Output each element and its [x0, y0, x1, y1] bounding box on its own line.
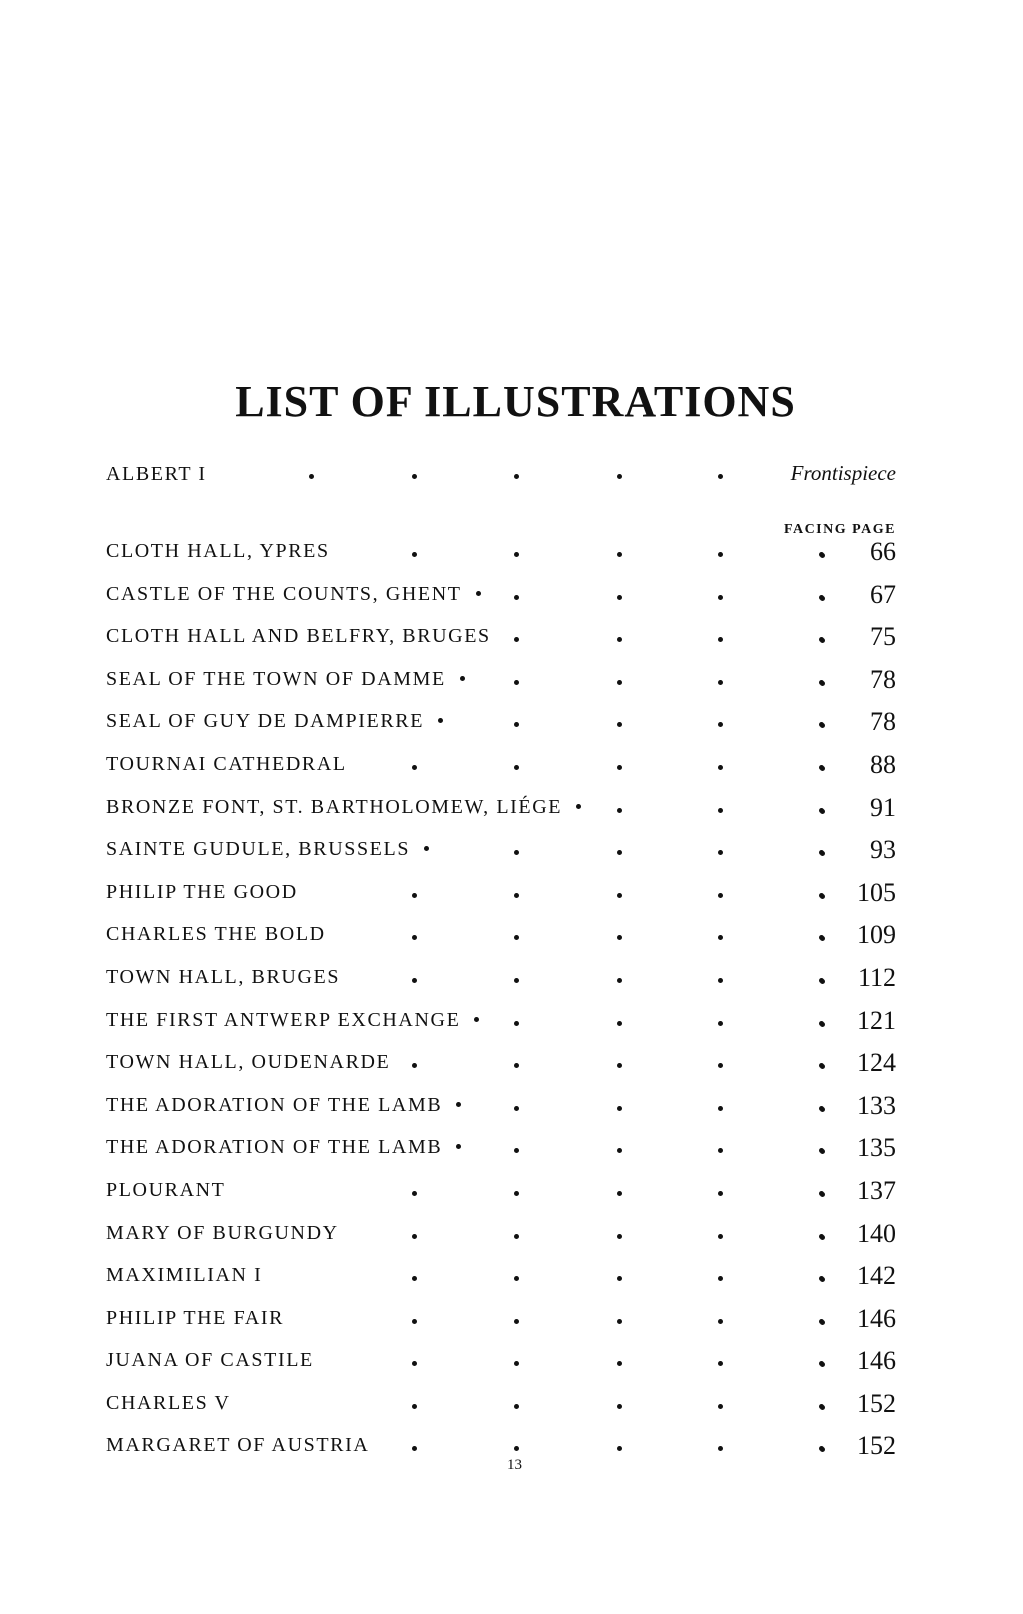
leader-dot — [718, 474, 723, 479]
entry-title: TOURNAI CATHEDRAL — [106, 752, 347, 775]
list-item — [106, 664, 896, 711]
page-title: LIST OF ILLUSTRATIONS — [235, 377, 796, 426]
entry-page: 133 — [857, 1090, 896, 1120]
leader-dot — [718, 1021, 723, 1026]
entry-page: 112 — [857, 962, 896, 992]
entry-page: 105 — [857, 877, 896, 907]
leader-dot — [718, 808, 723, 813]
leader-dot — [412, 474, 417, 479]
entry-title: TOWN HALL, BRUGES — [106, 965, 341, 988]
leader-dot — [820, 766, 825, 771]
list-item — [106, 537, 896, 583]
leader-dot — [514, 1404, 519, 1409]
page-number: 13 — [507, 1457, 522, 1473]
leader-dot — [820, 851, 825, 856]
entry-page: 78 — [870, 664, 896, 694]
list-item — [106, 1133, 896, 1179]
leader-dot — [820, 723, 825, 728]
entry-title: CASTLE OF THE COUNTS, GHENT — [106, 582, 462, 605]
leader-dot — [718, 1404, 723, 1409]
list-item — [106, 835, 896, 881]
leader-dot — [617, 1191, 622, 1196]
leader-dot — [514, 595, 519, 600]
leader-dot — [617, 1106, 622, 1111]
leader-dot — [412, 1404, 417, 1409]
leader-dot — [514, 1446, 519, 1451]
leader-dot — [820, 1405, 825, 1410]
leader-dot — [820, 1235, 825, 1240]
leader-dot — [820, 979, 825, 984]
leader-dot — [718, 1319, 723, 1324]
leader-dot — [474, 1017, 479, 1022]
leader-dot — [412, 1234, 417, 1239]
leader-dot — [514, 935, 519, 940]
leader-dot — [718, 1106, 723, 1111]
leader-dot — [514, 1361, 519, 1366]
leader-dot — [412, 552, 417, 557]
illustrations-list — [106, 537, 896, 1477]
leader-dot — [718, 850, 723, 855]
entry-title: SEAL OF THE TOWN OF DAMME — [106, 667, 446, 690]
leader-dot — [476, 591, 481, 596]
leader-dot — [412, 1446, 417, 1451]
leader-dot — [718, 1276, 723, 1281]
leader-dot — [412, 1063, 417, 1068]
leader-dot — [514, 850, 519, 855]
list-item — [106, 1388, 896, 1435]
leader-dot — [820, 936, 825, 941]
leader-dot — [718, 552, 723, 557]
leader-dot — [820, 1107, 825, 1112]
leader-dot — [514, 893, 519, 898]
leader-dot — [820, 681, 825, 686]
leader-dot — [412, 893, 417, 898]
leader-dot — [514, 978, 519, 983]
entry-title: SEAL OF GUY DE DAMPIERRE — [106, 710, 425, 733]
leader-dot — [820, 1192, 825, 1197]
leader-dot — [412, 935, 417, 940]
list-item — [106, 962, 896, 1009]
leader-dot — [718, 978, 723, 983]
list-item — [106, 877, 896, 924]
list-item — [106, 622, 896, 668]
list-item — [106, 1048, 896, 1094]
leader-dot — [617, 935, 622, 940]
entry-title: SAINTE GUDULE, BRUSSELS — [106, 838, 411, 861]
entry-page: 66 — [870, 537, 896, 566]
leader-dot — [514, 1106, 519, 1111]
leader-dot — [617, 474, 622, 479]
frontispiece-label: Frontispiece — [790, 461, 896, 485]
leader-dot — [617, 722, 622, 727]
leader-dot — [617, 1361, 622, 1366]
list-item — [106, 707, 896, 753]
leader-dot — [820, 809, 825, 814]
entry-title: CHARLES THE BOLD — [106, 923, 326, 946]
leader-dot — [514, 1234, 519, 1239]
entry-page: 88 — [870, 749, 896, 779]
leader-dot — [718, 1191, 723, 1196]
entry-page: 142 — [857, 1261, 896, 1291]
leader-dot — [514, 1191, 519, 1196]
entry-title: MAXIMILIAN I — [106, 1264, 263, 1287]
leader-dot — [617, 637, 622, 642]
entry-page: 109 — [857, 920, 896, 950]
entry-title: MARGARET OF AUSTRIA — [106, 1434, 370, 1457]
leader-dot — [514, 637, 519, 642]
entry-page: 135 — [857, 1133, 896, 1163]
list-item — [106, 920, 896, 966]
entry-page: 146 — [857, 1346, 896, 1376]
leader-dot — [309, 474, 314, 479]
leader-dot — [820, 596, 825, 601]
leader-dot — [617, 850, 622, 855]
list-item — [106, 1175, 896, 1222]
entry-title: MARY OF BURGUNDY — [106, 1221, 339, 1244]
leader-dot — [820, 894, 825, 899]
frontispiece-title: ALBERT I — [106, 463, 207, 485]
leader-dot — [514, 722, 519, 727]
entry-page: 78 — [870, 707, 896, 737]
leader-dot — [576, 804, 581, 809]
list-item — [106, 1303, 896, 1350]
list-item — [106, 579, 896, 626]
leader-dot — [456, 1102, 461, 1107]
list-item — [106, 749, 896, 796]
leader-dot — [820, 1064, 825, 1069]
list-item — [106, 1090, 896, 1137]
leader-dot — [820, 1277, 825, 1282]
leader-dot — [718, 637, 723, 642]
leader-dot — [438, 718, 443, 723]
entry-title: THE FIRST ANTWERP EXCHANGE — [106, 1008, 461, 1031]
leader-dot — [617, 1276, 622, 1281]
entry-title: THE ADORATION OF THE LAMB — [106, 1093, 443, 1116]
leader-dot — [412, 1191, 417, 1196]
entry-page: 75 — [870, 622, 896, 652]
entry-page: 67 — [870, 579, 896, 609]
leader-dot — [718, 680, 723, 685]
leader-dot — [820, 1022, 825, 1027]
entry-title: PHILIP THE GOOD — [106, 880, 298, 903]
facing-page-header: FACING PAGE — [783, 522, 896, 537]
entry-title: THE ADORATION OF THE LAMB — [106, 1136, 443, 1159]
entry-title: CHARLES V — [106, 1391, 231, 1414]
leader-dot — [617, 893, 622, 898]
leader-dot — [514, 1021, 519, 1026]
leader-dot — [617, 765, 622, 770]
entry-page: 124 — [857, 1048, 896, 1078]
leader-dot — [617, 1063, 622, 1068]
leader-dot — [718, 893, 723, 898]
entry-page: 146 — [857, 1303, 896, 1333]
leader-dot — [617, 552, 622, 557]
leader-dot — [617, 978, 622, 983]
leader-dot — [718, 1148, 723, 1153]
leader-dot — [617, 808, 622, 813]
leader-dot — [718, 722, 723, 727]
leader-dot — [514, 680, 519, 685]
leader-dot — [718, 935, 723, 940]
leader-dot — [820, 1362, 825, 1367]
leader-dot — [820, 553, 825, 558]
leader-dot — [617, 1234, 622, 1239]
leader-dot — [820, 1149, 825, 1154]
leader-dot — [412, 765, 417, 770]
leader-dot — [617, 1319, 622, 1324]
leader-dot — [617, 1446, 622, 1451]
entry-title: TOWN HALL, OUDENARDE — [106, 1051, 391, 1074]
entry-title: PLOURANT — [106, 1178, 226, 1201]
leader-dot — [820, 1320, 825, 1325]
leader-dot — [514, 1276, 519, 1281]
leader-dot — [514, 1148, 519, 1153]
list-item — [106, 1218, 896, 1265]
leader-dot — [412, 1361, 417, 1366]
leader-dot — [718, 1446, 723, 1451]
leader-dot — [617, 680, 622, 685]
leader-dot — [460, 676, 465, 681]
leader-dot — [514, 474, 519, 479]
leader-dot — [514, 765, 519, 770]
leader-dot — [617, 1404, 622, 1409]
entry-title: JUANA OF CASTILE — [106, 1349, 314, 1372]
leader-dot — [718, 1063, 723, 1068]
list-item — [106, 792, 896, 839]
leader-dot — [456, 1144, 461, 1149]
entry-title: CLOTH HALL, YPRES — [106, 540, 330, 562]
list-item — [106, 1346, 896, 1392]
leader-dot — [514, 552, 519, 557]
entry-page: 93 — [870, 835, 896, 865]
entry-page: 91 — [870, 792, 896, 822]
leader-dot — [617, 1148, 622, 1153]
leader-dot — [718, 1361, 723, 1366]
entry-page: 140 — [857, 1218, 896, 1248]
leader-dot — [820, 638, 825, 643]
leader-dot — [412, 1276, 417, 1281]
entry-page: 121 — [857, 1005, 896, 1035]
leader-dot — [617, 595, 622, 600]
entry-page: 152 — [857, 1431, 896, 1461]
entry-title: BRONZE FONT, ST. BARTHOLOMEW, LIÉGE — [106, 795, 563, 818]
leader-dot — [514, 1319, 519, 1324]
entry-page: 137 — [857, 1175, 896, 1205]
frontispiece-entry — [106, 463, 896, 493]
entry-page: 152 — [857, 1388, 896, 1418]
list-item — [106, 1261, 896, 1307]
entry-title: CLOTH HALL AND BELFRY, BRUGES — [106, 625, 491, 648]
list-item — [106, 1005, 896, 1052]
entry-title: PHILIP THE FAIR — [106, 1306, 285, 1329]
leader-dot — [424, 846, 429, 851]
leader-dot — [718, 765, 723, 770]
leader-dot — [820, 1447, 825, 1452]
leader-dot — [617, 1021, 622, 1026]
leader-dot — [514, 1063, 519, 1068]
leader-dot — [718, 595, 723, 600]
leader-dot — [412, 978, 417, 983]
leader-dot — [718, 1234, 723, 1239]
leader-dot — [412, 1319, 417, 1324]
